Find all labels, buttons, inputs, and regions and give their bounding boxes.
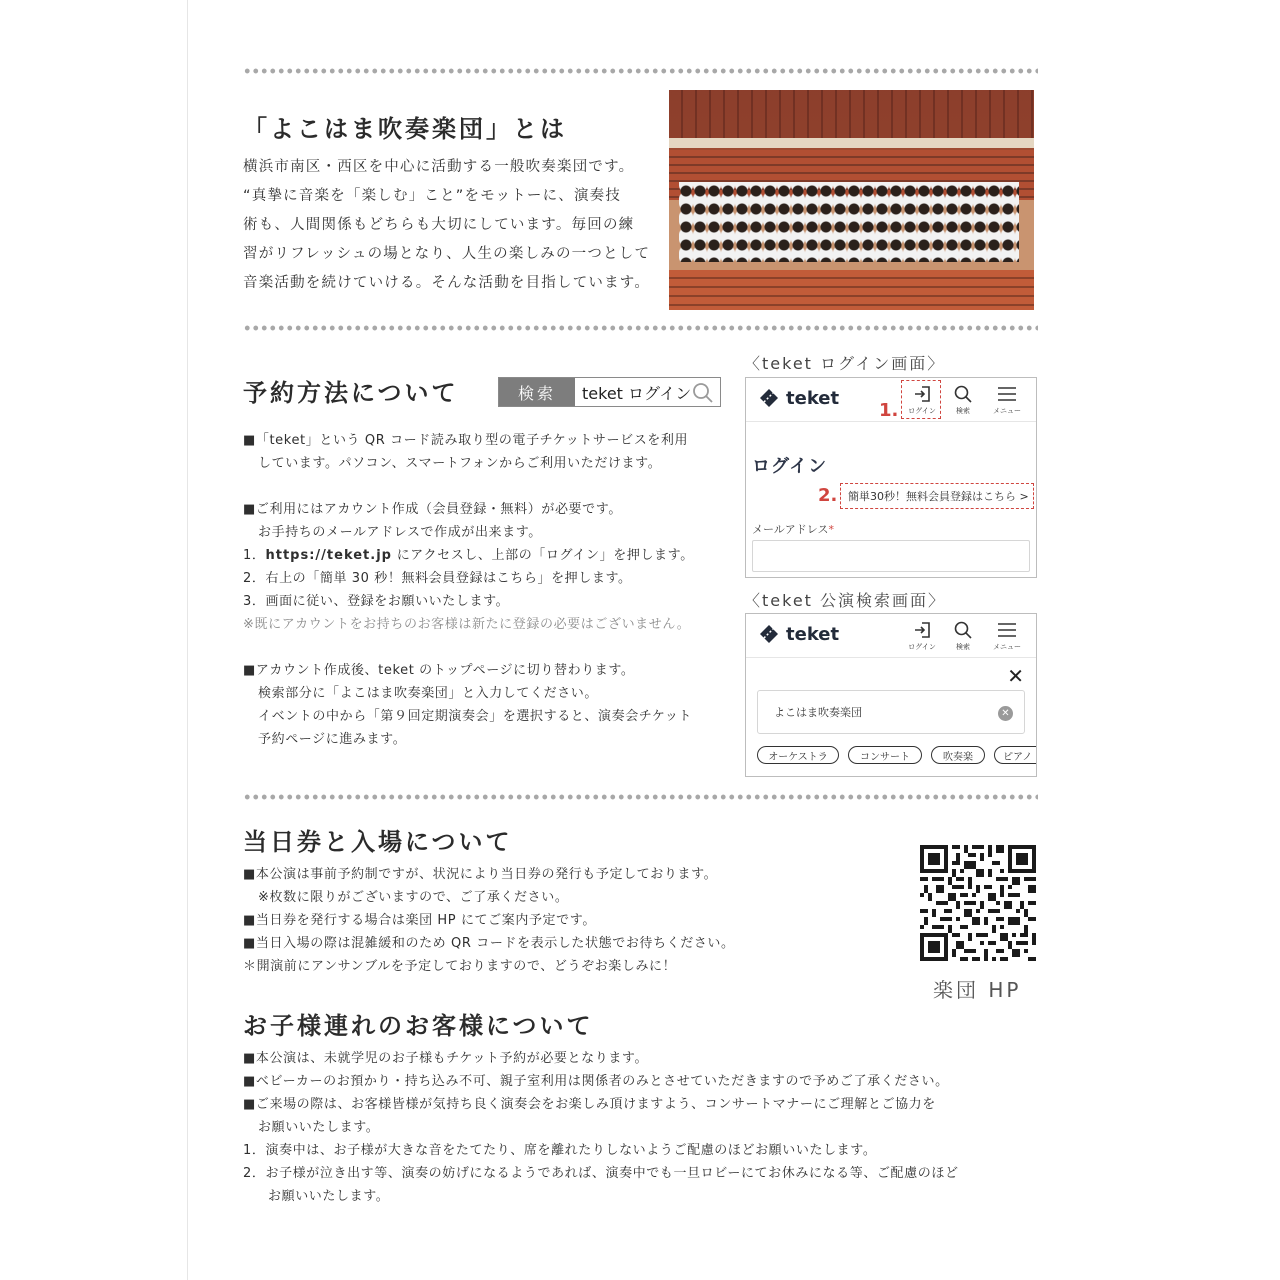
search-icon bbox=[943, 618, 983, 642]
menu-icon bbox=[987, 382, 1027, 406]
children-title: お子様連れのお客様について bbox=[243, 1012, 594, 1040]
about-title: 「よこはま吹奏楽団」とは bbox=[243, 115, 567, 143]
search-input: よこはま吹奏楽団 ✕ bbox=[757, 690, 1025, 734]
nav-search: 検索 bbox=[943, 382, 983, 416]
qr-code bbox=[920, 845, 1036, 961]
chip-wind-band: 吹奏楽 bbox=[931, 746, 985, 764]
chip-orchestra: オーケストラ bbox=[757, 746, 839, 764]
dotted-divider bbox=[243, 325, 1038, 331]
dotted-divider bbox=[243, 794, 1038, 800]
teket-logo: teket bbox=[758, 623, 839, 645]
search-illustration bbox=[498, 377, 721, 407]
category-chips bbox=[757, 746, 1037, 764]
search-label: 検索 bbox=[499, 378, 575, 406]
nav-login: ログイン bbox=[902, 382, 942, 416]
clear-icon: ✕ bbox=[998, 706, 1013, 721]
search-value: teket ログイン bbox=[582, 383, 692, 403]
teket-logo: teket bbox=[758, 387, 839, 409]
reservation-title: 予約方法について bbox=[243, 379, 459, 407]
dotted-divider bbox=[243, 68, 1038, 74]
sameday-text: ■本公演は事前予約制ですが、状況により当日券の発行も予定しております。 ※枚数に限りがございますので、ご了承ください。 ■当日券を発行する場合は楽団 HP にてご案内予定です。 ■当日入場の際は混雑緩和のため QR コードを表示した状態でお待ちください。 ＊開演前にアンサンブルを予定しておりますので、どうぞお楽しみに！ bbox=[243, 867, 735, 974]
qr-label: 楽団 HP bbox=[933, 978, 1022, 1002]
band-group-photo bbox=[669, 90, 1034, 310]
teket-login-screenshot bbox=[745, 377, 1037, 578]
ticket-icon bbox=[758, 623, 780, 645]
step-number-2: 2. bbox=[818, 485, 838, 506]
login-highlight bbox=[901, 380, 941, 419]
step-number-1: 1. bbox=[879, 400, 899, 421]
nav-menu: メニュー bbox=[987, 382, 1027, 416]
chip-piano: ピアノ bbox=[994, 746, 1037, 764]
nav-search: 検索 bbox=[943, 618, 983, 652]
nav-menu: メニュー bbox=[987, 618, 1027, 652]
login-panel-caption: 〈teket ログイン画面〉 bbox=[744, 354, 946, 373]
reservation-text: ■「teket」という QR コード読み取り型の電子チケットサービスを利用 しています。パソコン、スマートフォンからご利用いただけます。 ■ご利用にはアカウント作成（会員登録・無料）が必要です。 お手持ちのメールアドレスで作成が出来ます。 1．https://teket.jp にアクセスし、上部の「ログイン」を押します。 2．右上の「簡単 30 秒！無料会員登録はこちら」を押します。 3．画面に従い、登録をお願いいたします。 ※既にアカウントをお持ちのお客様は新たに登録の必要はございません。 ■アカウント作成後、teket のトップページに切り替わります。 検索部分に「よこはま吹奏楽団」と入力してください。 イベントの中から「第９回定期演奏会」を選択すると、演奏会チケット 予約ページに進みます。 bbox=[243, 433, 694, 747]
login-icon bbox=[902, 618, 942, 642]
page-edge-line bbox=[187, 0, 188, 1280]
login-heading: ログイン bbox=[752, 456, 828, 477]
teket-url: https://teket.jp bbox=[265, 548, 392, 563]
ticket-icon bbox=[758, 387, 780, 409]
chip-concert: コンサート bbox=[848, 746, 922, 764]
teket-header bbox=[746, 614, 1036, 658]
register-link: 簡単30秒！無料会員登録はこちら > bbox=[840, 483, 1034, 509]
nav-login: ログイン bbox=[902, 618, 942, 652]
children-text: ■本公演は、未就学児のお子様もチケット予約が必要となります。 ■ベビーカーのお預かり・持ち込み不可、親子室利用は関係者のみとさせていただきますので予めご了承ください。 ■ご来場の際は、お客様皆様が気持ち良く演奏会をお楽しみ頂けますよう、コンサートマナーにご理解とご協力を お願いいたします。 1．演奏中は、お子様が大きな音をたてたり、席を離れたりしないようご配慮のほどお願いいたします。 2．お子様が泣き出す等、演奏の妨げになるようであれば、演奏中でも一旦ロビーにてお休みになる等、ご配慮のほど お願いいたします。 bbox=[243, 1051, 959, 1204]
menu-icon bbox=[987, 618, 1027, 642]
sameday-title: 当日券と入場について bbox=[243, 828, 513, 856]
email-field bbox=[752, 540, 1030, 572]
search-icon bbox=[692, 382, 714, 408]
about-text: 横浜市南区・西区を中心に活動する一般吹奏楽団です。 “真摯に音楽を「楽しむ」こと”をモットーに、演奏技 術も、人間関係もどちらも大切にしています。毎回の練 習がリフレッシュの場となり、人生の楽しみの一つとして 音楽活動を続けていける。そんな活動を目指しています。 bbox=[243, 159, 651, 291]
search-icon bbox=[943, 382, 983, 406]
search-panel-caption: 〈teket 公演検索画面〉 bbox=[744, 591, 947, 610]
email-label: メールアドレス* bbox=[752, 523, 834, 536]
teket-search-screenshot bbox=[745, 613, 1037, 777]
close-icon: ✕ bbox=[1007, 664, 1024, 688]
